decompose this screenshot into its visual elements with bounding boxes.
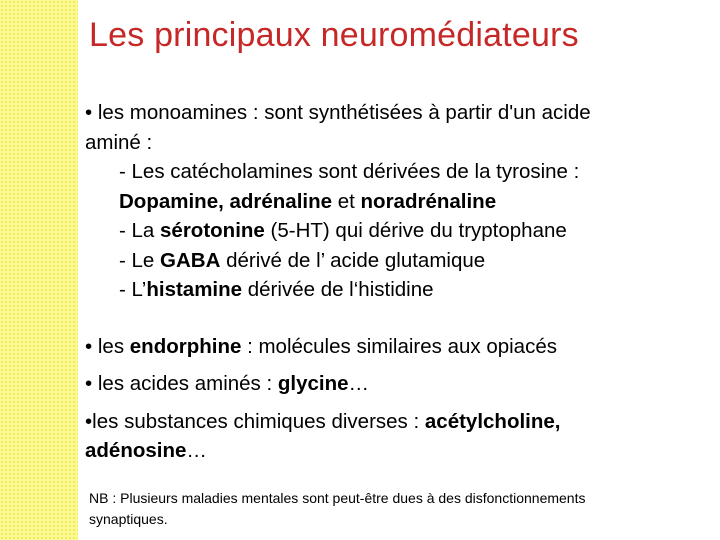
amino-acids-bold: glycine <box>277 372 349 395</box>
catecholamines-bold-2: noradrénaline <box>360 189 497 213</box>
amino-acids-prefix: • les acides aminés : <box>85 372 278 395</box>
gaba-suffix: dérivé de l’ acide glutamique <box>220 248 486 272</box>
histamine-line <box>85 275 695 305</box>
endorphine-line <box>85 332 695 362</box>
catecholamines-line: - Les catécholamines sont dérivées de la tyrosine : <box>119 160 580 183</box>
chemicals-bold-2: adénosine <box>85 439 187 462</box>
endorphine-bold: endorphine <box>129 334 242 358</box>
histamine-suffix: dérivée de l‘histidine <box>242 278 434 301</box>
chemicals-bold-1: acétylcholine, <box>424 409 561 433</box>
amino-acids-line <box>85 369 695 399</box>
serotonin-bold: sérotonine <box>160 219 265 242</box>
gaba-prefix: - Le <box>119 248 161 272</box>
monoamines-intro: • les monoamines : sont synthétisées à partir d'un acide <box>85 101 591 124</box>
slide-title: Les principaux neuromédiateurs <box>89 16 579 54</box>
gaba-bold: GABA <box>160 248 221 272</box>
catecholamines-mid: et <box>332 189 361 213</box>
chemicals-prefix: •les substances chimiques diverses : <box>85 409 425 433</box>
decorative-sidebar <box>0 0 78 540</box>
serotonin-prefix: - La <box>119 219 161 242</box>
footnote-line-1: NB : Plusieurs maladies mentales sont peut-être dues à des disfonctionnements <box>89 490 586 506</box>
histamine-prefix: - L’ <box>119 278 147 301</box>
serotonin-suffix: (5-HT) qui dérive du tryptophane <box>264 219 567 242</box>
endorphine-prefix: • les <box>85 334 130 358</box>
endorphine-suffix: : molécules similaires aux opiacés <box>241 334 557 358</box>
chemicals-suffix: … <box>186 439 207 462</box>
amino-acids-suffix: … <box>348 372 370 395</box>
chemicals-line <box>85 407 695 437</box>
monoamines-intro-cont: aminé : <box>85 130 153 154</box>
catecholamines-examples <box>85 187 695 217</box>
serotonin-line <box>85 216 695 246</box>
footnote-line-2: synaptiques. <box>89 510 168 527</box>
gaba-line <box>85 246 695 276</box>
chemicals-line-cont <box>85 436 695 466</box>
footnote <box>89 488 689 529</box>
slide-content <box>85 98 695 466</box>
histamine-bold: histamine <box>146 278 243 301</box>
catecholamines-bold-1: Dopamine, adrénaline <box>119 189 333 213</box>
